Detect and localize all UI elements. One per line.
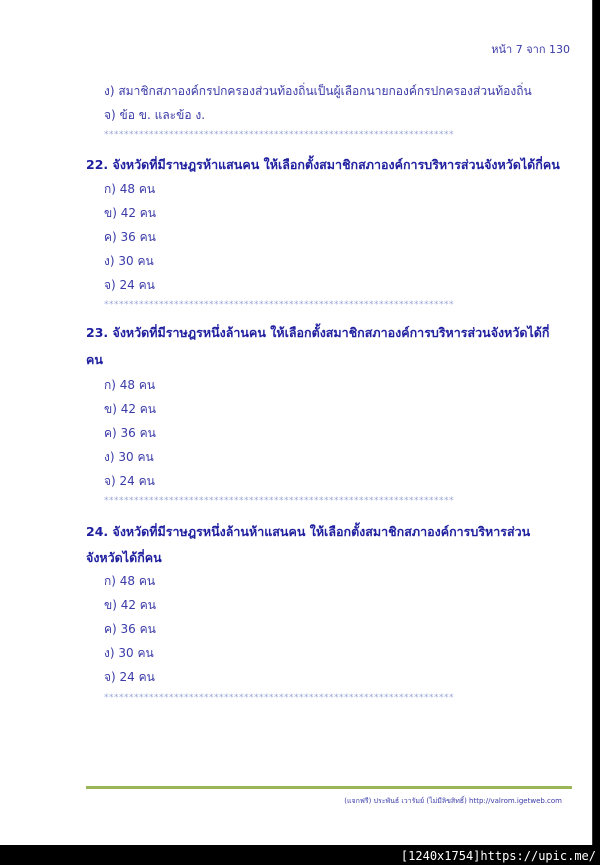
option: ข) 42 คน xyxy=(104,402,157,416)
page-number: หน้า 7 จาก 130 xyxy=(491,43,570,56)
option: ก) 48 คน xyxy=(104,182,156,196)
option: จ) 24 คน xyxy=(104,474,155,488)
option: ง) 30 คน xyxy=(104,646,154,660)
question-24-cont: จังหวัดได้กี่คน xyxy=(86,550,162,565)
question-23: 23. จังหวัดที่มีราษฎรหนึ่งล้านคน ให้เลือกตั้งสมาชิกสภาองค์การบริหารส่วนจังหวัดได้กี่ xyxy=(86,325,550,340)
question-24: 24. จังหวัดที่มีราษฎรหนึ่งล้านห้าแสนคน ให้เลือกตั้งสมาชิกสภาองค์การบริหารส่วน xyxy=(86,524,531,539)
option: ข) 42 คน xyxy=(104,598,157,612)
option: ข) 42 คน xyxy=(104,206,157,220)
option-text: ง) สมาชิกสภาองค์กรปกครองส่วนท้องถิ่นเป็นผู้เลือกนายกองค์กรปกครองส่วนท้องถิ่น xyxy=(104,84,532,98)
option: ก) 48 คน xyxy=(104,574,156,588)
option: ง) 30 คน xyxy=(104,254,154,268)
image-stamp: [1240x1754]https://upic.me/ xyxy=(400,849,596,863)
option: ก) 48 คน xyxy=(104,378,156,392)
option: ค) 36 คน xyxy=(104,622,156,636)
option: จ) 24 คน xyxy=(104,278,155,292)
separator: ********************************************************************** xyxy=(104,300,454,310)
question-22: 22. จังหวัดที่มีราษฎรห้าแสนคน ให้เลือกตั้งสมาชิกสภาองค์การบริหารส่วนจังหวัดได้กี่คน xyxy=(86,157,560,172)
option: จ) 24 คน xyxy=(104,670,155,684)
option: ค) 36 คน xyxy=(104,230,156,244)
footer-divider xyxy=(86,786,572,789)
option: ค) 36 คน xyxy=(104,426,156,440)
footer-credit: (แจกฟรี) ประพันธ์ เวารัมย์ (ไม่มีลิขสิทธิ์) http://valrom.igetweb.com xyxy=(344,797,562,805)
separator: ********************************************************************** xyxy=(104,130,454,140)
option: ง) 30 คน xyxy=(104,450,154,464)
separator: ********************************************************************** xyxy=(104,693,454,703)
separator: ********************************************************************** xyxy=(104,496,454,506)
question-23-cont: คน xyxy=(86,352,103,367)
option-text: จ) ข้อ ข. และข้อ ง. xyxy=(104,108,206,122)
